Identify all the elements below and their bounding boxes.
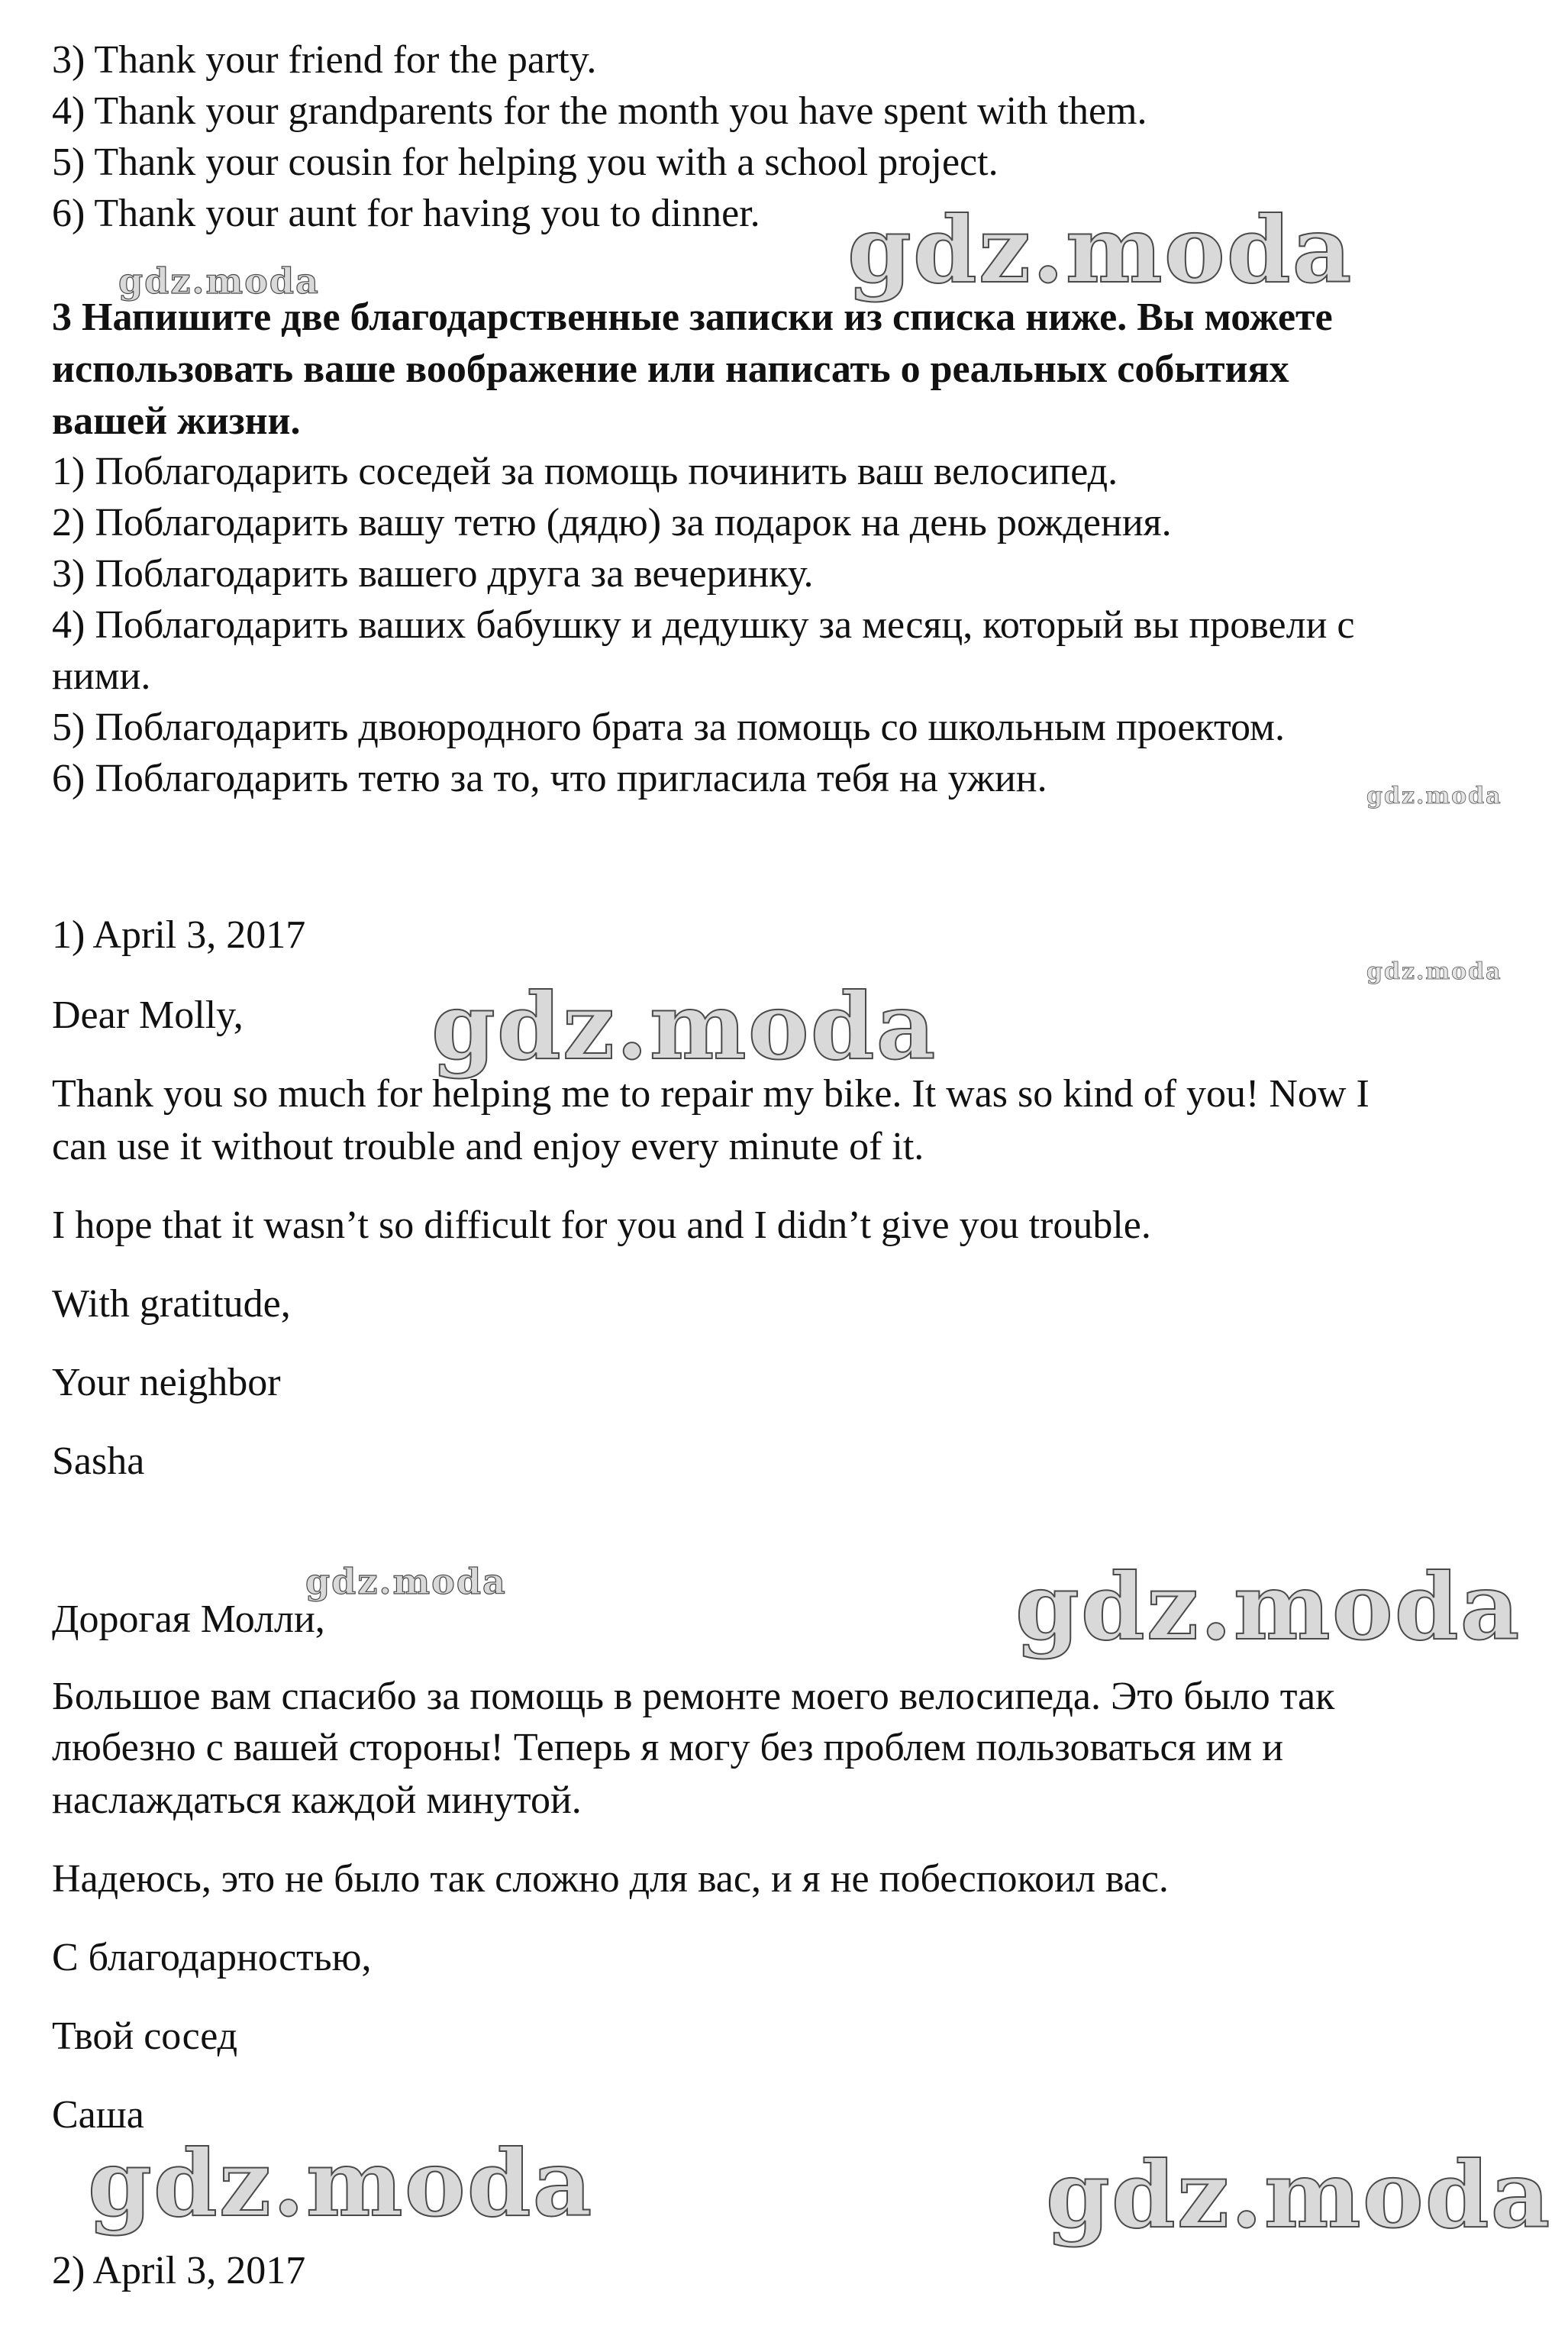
task-item-ru-4: 4) Поблагодарить ваших бабушку и дедушку за месяц, который вы провели с <box>52 603 1355 647</box>
note1-ru-para1-line1: Большое вам спасибо за помощь в ремонте моего велосипеда. Это было так <box>52 1675 1335 1718</box>
watermark-logo: gdz.moda <box>88 2130 594 2237</box>
watermark-logo: gdz.moda <box>305 1561 507 1602</box>
watermark-logo: gdz.moda <box>1366 958 1502 985</box>
task-item-en-4: 4) Thank your grandparents for the month you have spent with them. <box>52 89 1147 133</box>
note2-date: 2) April 3, 2017 <box>52 2249 306 2292</box>
task-item-en-3: 3) Thank your friend for the party. <box>52 38 597 82</box>
note1-para2: I hope that it wasn’t so difficult for you and I didn’t give you trouble. <box>52 1203 1151 1247</box>
note1-ru-para1-line2: любезно с вашей стороны! Теперь я могу без проблем пользоваться им и <box>52 1726 1284 1769</box>
task-item-ru-1: 1) Поблагодарить соседей за помощь починить ваш велосипед. <box>52 450 1118 493</box>
note1-ru-sign1: Твой сосед <box>52 2014 238 2058</box>
task-item-ru-6: 6) Поблагодарить тетю за то, что пригласила тебя на ужин. <box>52 757 1047 800</box>
note1-ru-para2: Надеюсь, это не было так сложно для вас, и я не побеспокоил вас. <box>52 1857 1169 1901</box>
task-item-ru-5: 5) Поблагодарить двоюродного брата за помощь со школьным проектом. <box>52 706 1285 749</box>
watermark-logo: gdz.moda <box>1015 1553 1521 1661</box>
note1-ru-closing: С благодарностью, <box>52 1936 372 1979</box>
task-item-ru-2: 2) Поблагодарить вашу тетю (дядю) за подарок на день рождения. <box>52 501 1172 544</box>
task-item-en-6: 6) Thank your aunt for having you to dinner. <box>52 192 760 235</box>
note1-greeting: Dear Molly, <box>52 993 244 1037</box>
note1-sign2: Sasha <box>52 1439 145 1483</box>
watermark-logo: gdz.moda <box>1046 2141 1552 2249</box>
note1-closing: With gratitude, <box>52 1282 291 1326</box>
note1-ru-greeting: Дорогая Молли, <box>52 1598 325 1641</box>
exercise-heading-line-3: вашей жизни. <box>52 399 301 443</box>
task-item-en-5: 5) Thank your cousin for helping you with a school project. <box>52 141 999 184</box>
note1-ru-sign2: Саша <box>52 2093 144 2137</box>
note1-sign1: Your neighbor <box>52 1361 281 1404</box>
watermark-logo: gdz.moda <box>118 260 320 302</box>
watermark-logo: gdz.moda <box>431 973 937 1081</box>
watermark-logo: gdz.moda <box>847 196 1353 304</box>
exercise-heading-line-2: использовать ваше воображение или написать о реальных событиях <box>52 347 1289 391</box>
note1-date: 1) April 3, 2017 <box>52 913 306 957</box>
note1-para1-line2: can use it without trouble and enjoy every minute of it. <box>52 1125 924 1168</box>
note1-ru-para1-line3: наслаждаться каждой минутой. <box>52 1778 582 1822</box>
task-item-ru-3: 3) Поблагодарить вашего друга за вечеринку. <box>52 552 814 596</box>
note1-para1-line1: Thank you so much for helping me to repair my bike. It was so kind of you! Now I <box>52 1072 1370 1116</box>
watermark-logo: gdz.moda <box>1366 783 1502 809</box>
exercise-heading-line-1: 3 Напишите две благодарственные записки из списка ниже. Вы можете <box>52 296 1333 339</box>
task-item-ru-4-cont: ними. <box>52 654 151 698</box>
